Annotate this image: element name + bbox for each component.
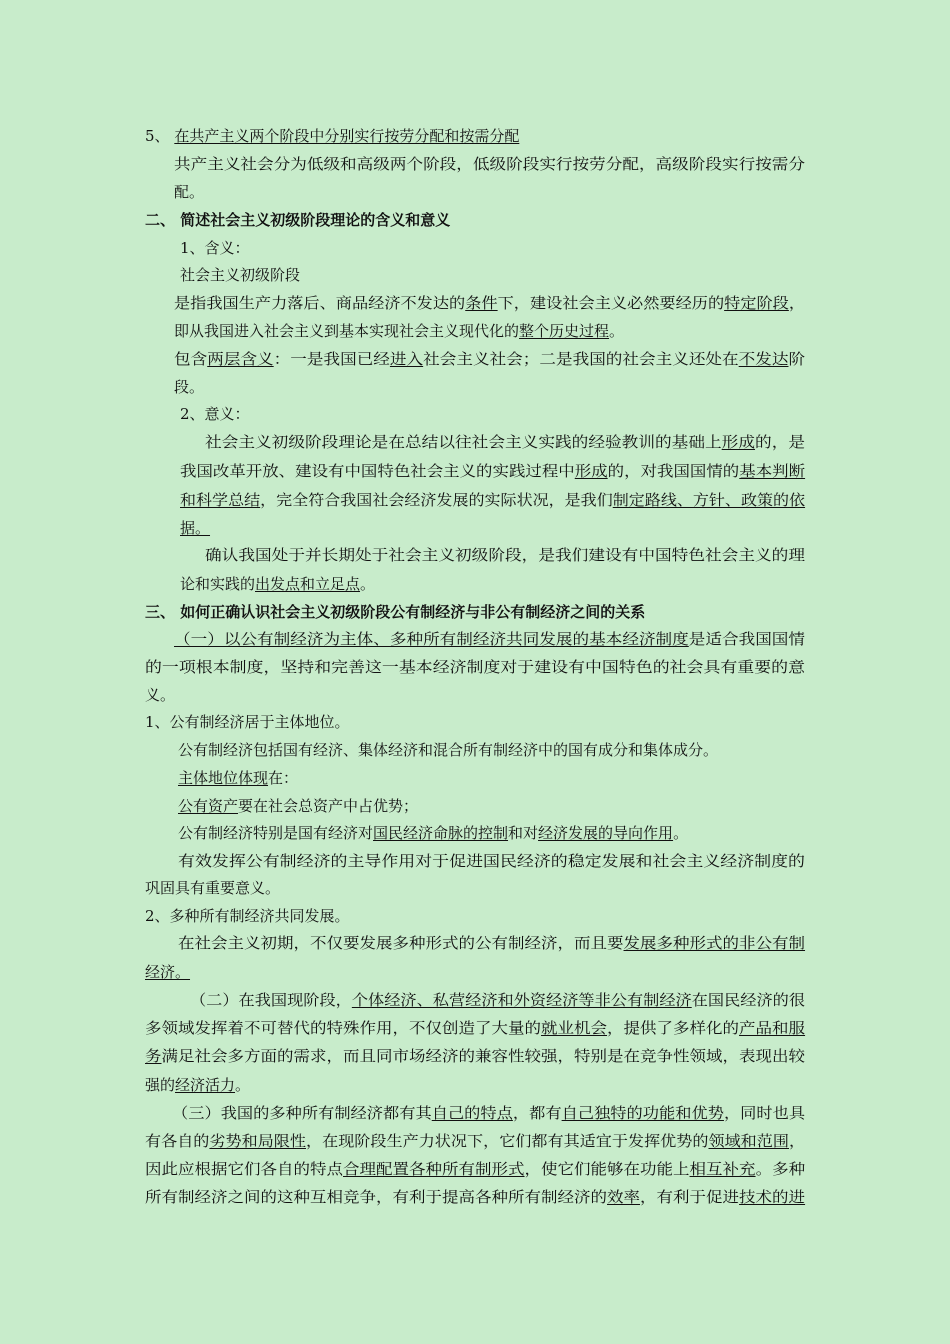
text-line — [180, 574, 375, 594]
underlined-phrase: 在共产主义两个阶段中分别实行按劳分配和按需分配 — [174, 127, 520, 145]
underlined-phrase: 产品和服 — [739, 1019, 806, 1037]
underlined-phrase: 经济活力 — [175, 1076, 236, 1094]
text-line — [172, 1103, 805, 1123]
text-line — [145, 1187, 805, 1207]
text-segment: 义。 — [145, 686, 176, 704]
text-segment: 我国改革开放、建设有中国特色社会主义的实践过程中 — [180, 462, 575, 480]
text-segment: ，同时也具 — [723, 1104, 806, 1122]
text-segment: ：一是我国已经 — [273, 350, 390, 368]
text-segment: 2、多种所有制经济共同发展。 — [145, 907, 350, 925]
text-line — [145, 712, 350, 732]
text-segment: 。 — [609, 322, 625, 340]
text-segment: 因此应根据它们各自的特点 — [145, 1160, 344, 1178]
text-segment: 社会主义初级阶段 — [180, 266, 301, 284]
text-segment: 在社会主义初期，不仅要发展多种形式的公有制经济，而且要 — [178, 934, 624, 952]
underlined-phrase: 进入 — [389, 350, 424, 368]
text-segment: 2、意义： — [180, 405, 250, 423]
text-segment: （二）在我国现阶段， — [190, 991, 352, 1009]
underlined-phrase: 公有资产 — [178, 797, 239, 815]
underlined-phrase: 个体经济、私营经济和外资经济等非公有制经济 — [351, 991, 692, 1009]
underlined-phrase: 基本判断 — [739, 462, 806, 480]
text-line — [145, 685, 175, 705]
text-line — [145, 1046, 805, 1066]
underlined-phrase: 发展多种形式的非公有制 — [623, 934, 806, 952]
text-segment: 社会主义社会；二是我国的社会主义还处在 — [423, 350, 739, 368]
text-line — [145, 1075, 250, 1095]
text-line — [145, 126, 519, 146]
underlined-phrase: 整个历史过程 — [519, 322, 610, 340]
text-segment: 。 — [673, 824, 689, 842]
underlined-phrase: 和科学总结 — [180, 491, 261, 509]
text-segment: 在国民经济的很 — [691, 991, 806, 1009]
text-segment: ，都有 — [512, 1104, 562, 1122]
text-segment: 配。 — [174, 183, 205, 201]
underlined-phrase: 领域和范围 — [708, 1132, 789, 1150]
text-line — [178, 768, 298, 788]
text-segment: 确认我国处于并长期处于社会主义初级阶段，是我们建设有中国特色社会主义的理 — [205, 546, 806, 564]
text-line — [174, 349, 805, 369]
text-line — [174, 182, 204, 202]
underlined-phrase: （一）以公有制经济为主体、多种所有制经济共同发展的基本经济制度 — [174, 630, 689, 648]
underlined-phrase: 劣势和局限性 — [209, 1132, 307, 1150]
text-segment: 共产主义社会分为低级和高级两个阶段，低级阶段实行按劳分配，高级阶段实行按需分 — [174, 155, 806, 173]
text-line — [178, 823, 688, 843]
text-segment: 满足社会多方面的需求，而且同市场经济的兼容性较强，特别是在竞争性领域，表现出较 — [161, 1047, 806, 1065]
underlined-phrase: 经济发展的导向作用 — [538, 824, 674, 842]
underlined-phrase: 自己的特点 — [431, 1104, 513, 1122]
text-segment: ， — [788, 294, 806, 312]
text-line — [180, 518, 210, 538]
underlined-phrase: 务 — [145, 1047, 162, 1065]
text-line — [145, 1018, 805, 1038]
text-segment: 的一项根本制度，坚持和完善这一基本经济制度对于建设有中国特色的社会具有重要的意 — [145, 658, 806, 676]
text-segment: ，使它们能够在功能上 — [524, 1160, 690, 1178]
text-line — [174, 293, 805, 313]
text-segment: 的，是 — [755, 433, 806, 451]
text-segment: ，在现阶段生产力状况下，它们都有其适宜于发挥优势的 — [306, 1132, 709, 1150]
text-segment: 5、 — [145, 127, 175, 145]
text-segment: ，完全符合我国社会经济发展的实际状况，是我们 — [260, 491, 613, 509]
text-segment: 。 — [235, 1076, 251, 1094]
text-segment: 。 — [360, 575, 376, 593]
text-line — [180, 490, 805, 510]
text-segment: 段。 — [174, 378, 205, 396]
text-segment: （三）我国的多种所有制经济都有其 — [172, 1104, 432, 1122]
text-line — [205, 432, 805, 452]
text-segment: 即从我国进入社会主义到基本实现社会主义现代化的 — [174, 322, 520, 340]
text-segment: 在： — [268, 769, 299, 787]
text-line — [145, 657, 805, 677]
text-line — [180, 238, 250, 258]
text-segment: ，提供了多样化的 — [607, 1019, 740, 1037]
text-segment: 公有制经济包括国有经济、集体经济和混合所有制经济中的国有成分和集体成分。 — [178, 741, 719, 759]
text-segment: 下，建设社会主义必然要经历的 — [497, 294, 725, 312]
text-line — [145, 1159, 805, 1179]
underlined-phrase: 据。 — [180, 519, 211, 537]
underlined-phrase: 主体地位体现 — [178, 769, 269, 787]
text-segment: 强的 — [145, 1076, 176, 1094]
text-segment: ， — [788, 1132, 806, 1150]
text-segment: 。多种 — [755, 1160, 806, 1178]
text-line — [178, 851, 805, 871]
text-segment: 社会主义初级阶段理论是在总结以往社会主义实践的经验教训的基础上 — [205, 433, 722, 451]
text-line — [145, 906, 350, 926]
text-segment: 1、公有制经济居于主体地位。 — [145, 713, 350, 731]
text-line — [145, 878, 280, 898]
text-line — [174, 154, 805, 174]
text-line — [190, 990, 805, 1010]
section-heading — [145, 602, 645, 622]
underlined-phrase: 技术的进 — [739, 1188, 806, 1206]
underlined-phrase: 经济。 — [145, 963, 191, 981]
text-segment: 是适合我国国情 — [688, 630, 806, 648]
text-line — [180, 265, 300, 285]
underlined-phrase: 自己独特的功能和优势 — [561, 1104, 724, 1122]
text-segment: 的，对我国国情的 — [607, 462, 740, 480]
text-segment: 论和实践的 — [180, 575, 256, 593]
underlined-phrase: 形成 — [574, 462, 608, 480]
underlined-phrase: 出发点和立足点 — [255, 575, 361, 593]
text-segment: 公有制经济特别是国有经济对 — [178, 824, 374, 842]
underlined-phrase: 特定阶段 — [724, 294, 789, 312]
underlined-phrase: 合理配置各种所有制形式 — [343, 1160, 525, 1178]
text-line — [145, 1131, 805, 1151]
underlined-phrase: 制定路线、方针、政策的依 — [612, 491, 806, 509]
text-segment: 是指我国生产力落后、商品经济不发达的 — [174, 294, 466, 312]
text-segment: 包含 — [174, 350, 208, 368]
text-segment: 三、 如何正确认识社会主义初级阶段公有制经济与非公有制经济之间的关系 — [145, 603, 646, 621]
text-segment: 有效发挥公有制经济的主导作用对于促进国民经济的稳定发展和社会主义经济制度的 — [178, 852, 806, 870]
text-line — [174, 377, 204, 397]
text-segment: 二、 简述社会主义初级阶段理论的含义和意义 — [145, 211, 451, 229]
text-segment: 巩固具有重要意义。 — [145, 879, 281, 897]
text-segment: 多领域发挥着不可替代的特殊作用，不仅创造了大量的 — [145, 1019, 542, 1037]
underlined-phrase: 不发达 — [738, 350, 789, 368]
text-segment: 1、含义： — [180, 239, 250, 257]
underlined-phrase: 相互补充 — [689, 1160, 756, 1178]
underlined-phrase: 效率 — [607, 1188, 641, 1206]
text-segment: 和对 — [508, 824, 539, 842]
text-segment: ，有利于促进 — [640, 1188, 740, 1206]
section-heading — [145, 210, 450, 230]
underlined-phrase: 形成 — [721, 433, 756, 451]
text-line — [180, 404, 250, 424]
text-segment: 有各自的 — [145, 1132, 210, 1150]
underlined-phrase: 就业机会 — [541, 1019, 608, 1037]
text-line — [174, 321, 624, 341]
text-segment: 要在社会总资产中占优势； — [238, 797, 419, 815]
text-line — [178, 740, 718, 760]
text-line — [180, 461, 805, 481]
text-segment: 阶 — [788, 350, 806, 368]
text-line — [178, 933, 805, 953]
text-line — [205, 545, 805, 565]
text-line — [174, 629, 805, 649]
text-line — [145, 962, 190, 982]
underlined-phrase: 两层含义 — [207, 350, 274, 368]
text-segment: 所有制经济之间的这种互相竞争，有利于提高各种所有制经济的 — [145, 1188, 608, 1206]
text-line — [178, 796, 418, 816]
underlined-phrase: 国民经济命脉的控制 — [373, 824, 509, 842]
underlined-phrase: 条件 — [465, 294, 498, 312]
